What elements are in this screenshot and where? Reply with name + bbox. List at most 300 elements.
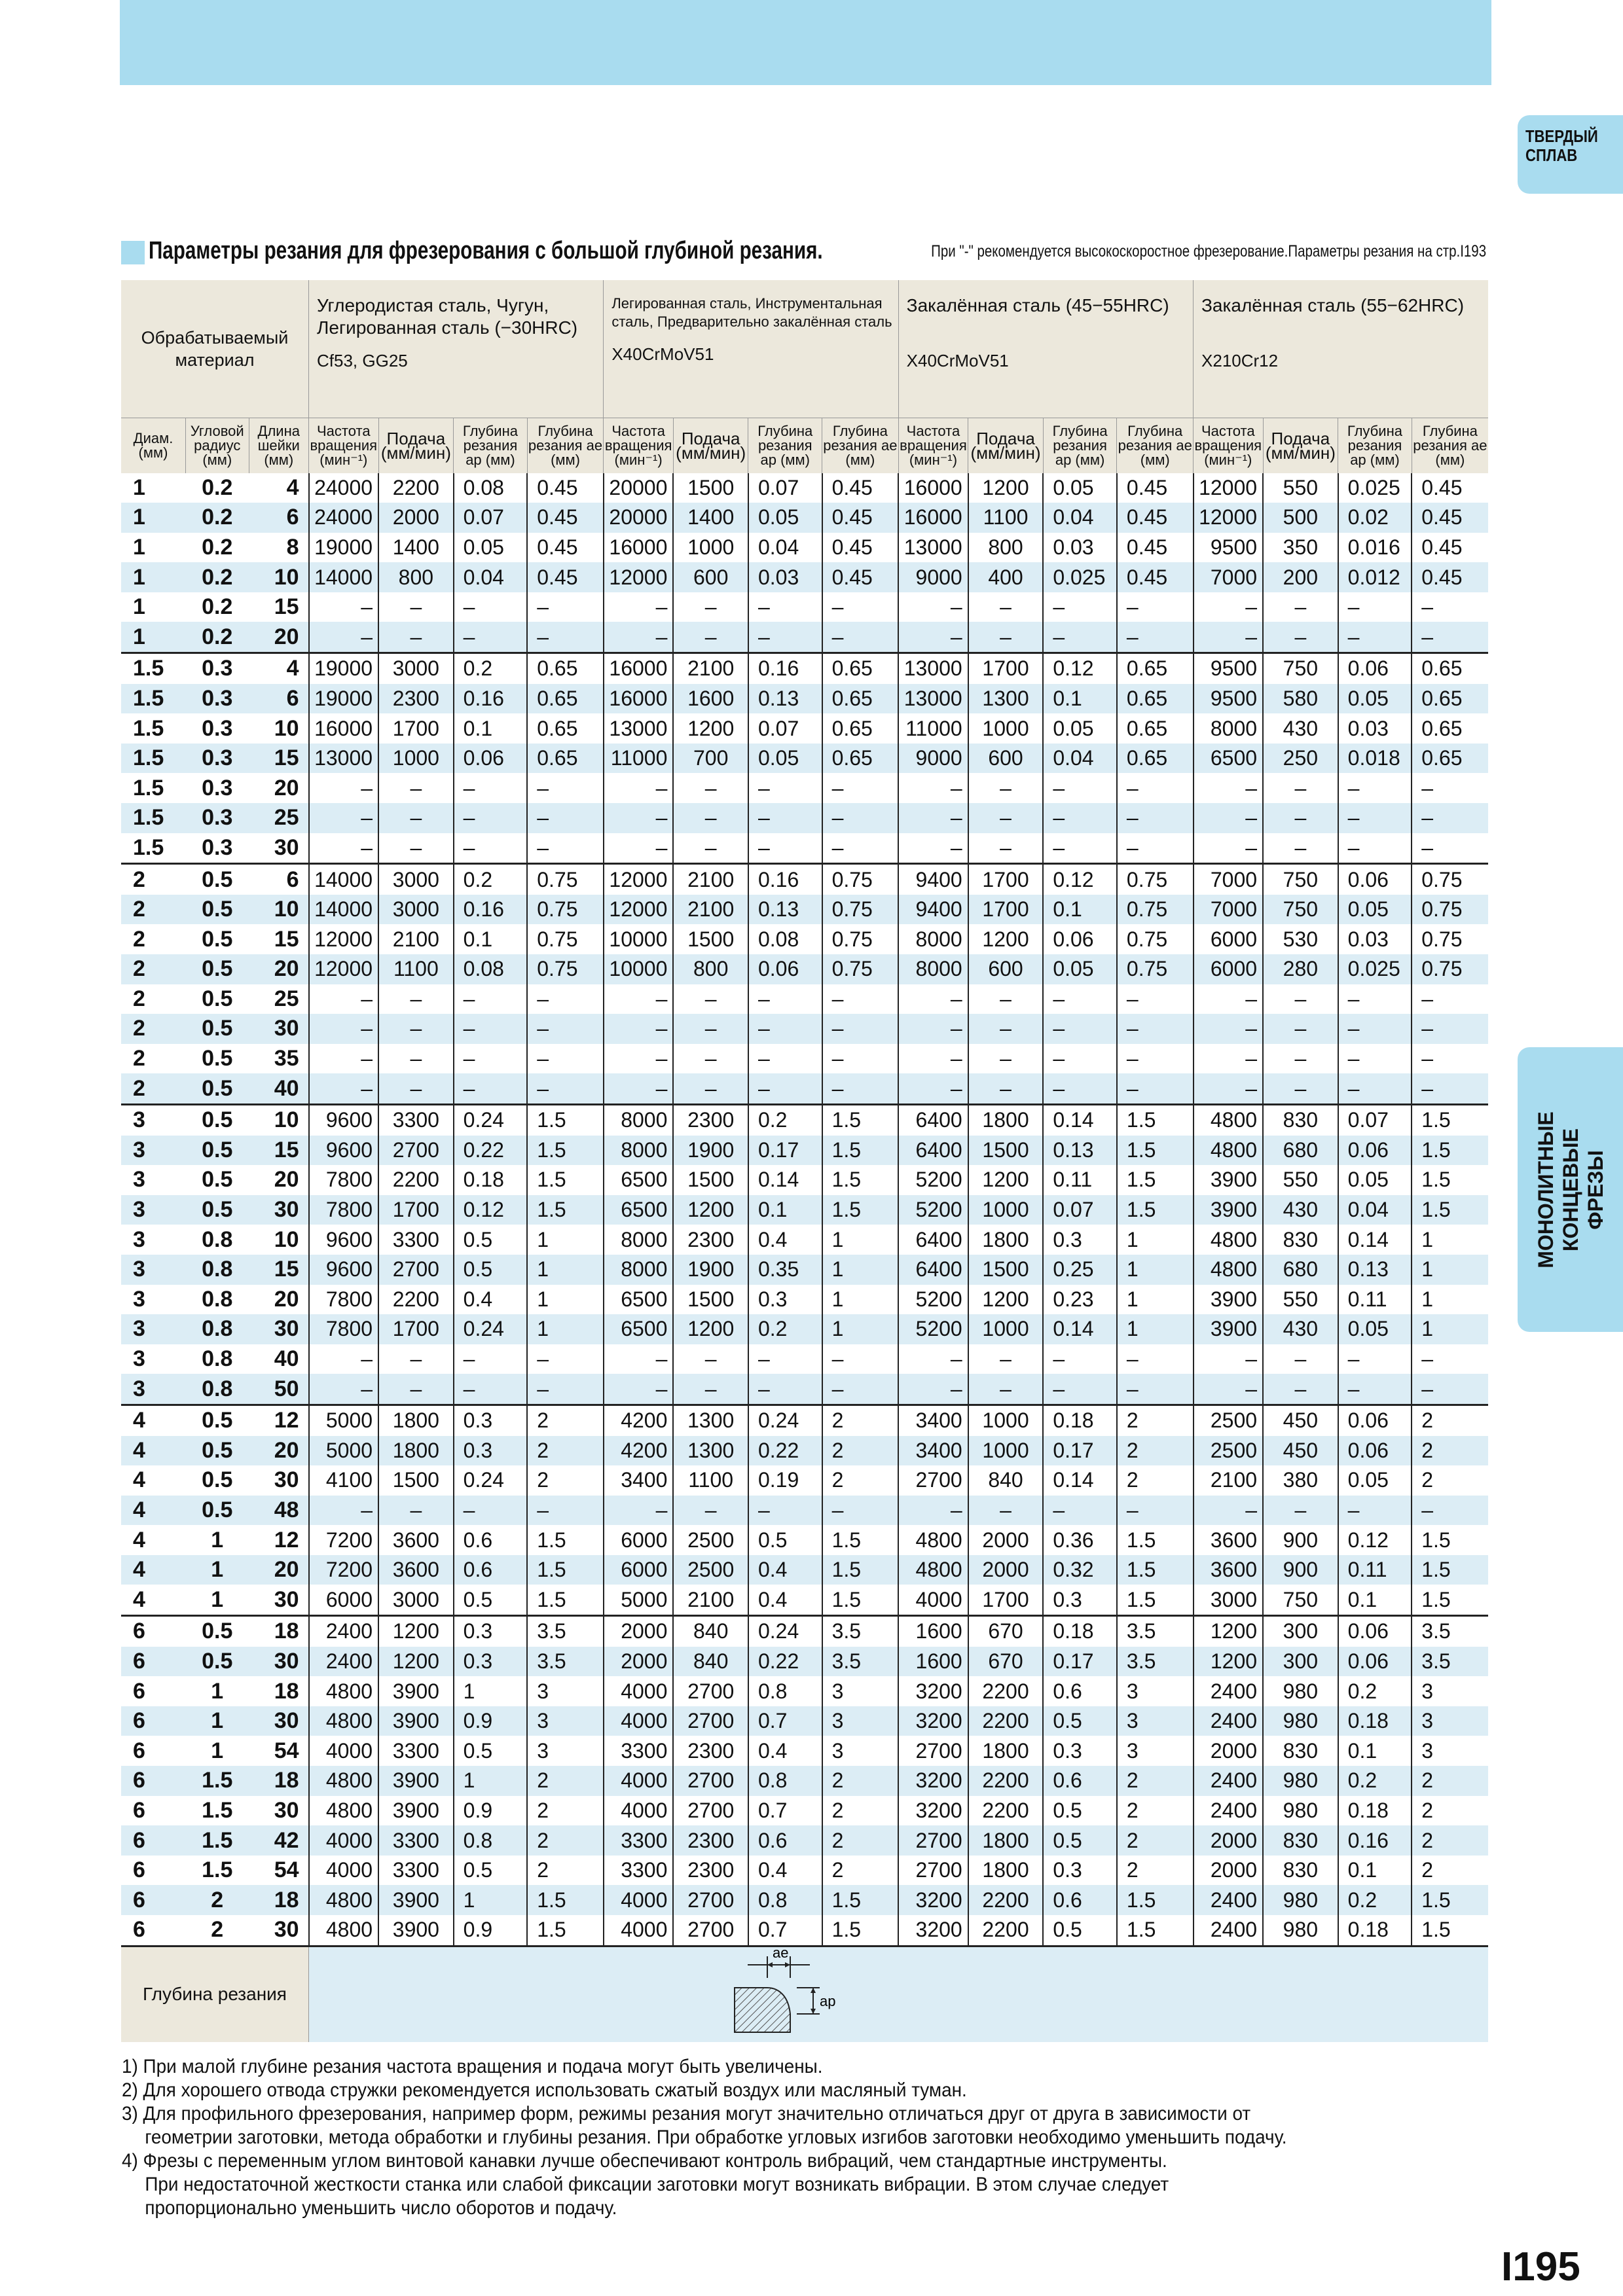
ap-cell: 0.22 xyxy=(748,1436,822,1466)
spindle-speed-cell: 9500 xyxy=(1194,533,1264,563)
neck-length-cell: 30 xyxy=(249,1585,309,1615)
ae-cell: – xyxy=(1117,803,1194,833)
table-row xyxy=(121,473,1488,503)
feed-cell: 1800 xyxy=(968,1825,1044,1856)
table-row xyxy=(121,954,1488,984)
feed-cell: – xyxy=(968,1044,1044,1074)
feed-cell: – xyxy=(378,1344,454,1374)
feed-cell: – xyxy=(968,1344,1044,1374)
param-column-header: Глубина резания ap (мм) xyxy=(1043,418,1117,473)
feed-cell: – xyxy=(968,984,1044,1014)
ap-cell: 0.4 xyxy=(748,1856,822,1886)
ap-label: ap xyxy=(820,1992,836,2009)
spindle-speed-cell: – xyxy=(309,1344,379,1374)
neck-length-cell: 54 xyxy=(274,1857,299,1883)
spindle-speed-cell: – xyxy=(898,592,968,622)
spindle-speed-cell: 13000 xyxy=(898,653,968,684)
feed-cell: 750 xyxy=(1263,653,1338,684)
ae-cell: 1.5 xyxy=(1117,1915,1194,1946)
ae-cell: 0.45 xyxy=(822,473,899,503)
ap-cell: – xyxy=(1043,1344,1117,1374)
spindle-speed-cell: 2500 xyxy=(1194,1436,1264,1466)
ae-cell: 3 xyxy=(527,1706,604,1736)
table-row xyxy=(121,1285,1488,1315)
ap-cell: 0.2 xyxy=(748,1104,822,1135)
spindle-speed-cell: 3200 xyxy=(898,1885,968,1915)
feed-cell: – xyxy=(673,773,748,803)
ae-cell: 2 xyxy=(1412,1405,1488,1435)
feed-cell: 1200 xyxy=(378,1616,454,1647)
spindle-speed-cell: 4800 xyxy=(309,1766,379,1796)
ap-cell: 0.32 xyxy=(1043,1555,1117,1585)
feed-cell: 670 xyxy=(968,1647,1044,1677)
diameter-cell: 1 xyxy=(133,594,145,620)
ap-cell: – xyxy=(748,1014,822,1044)
ae-cell: 1.5 xyxy=(527,1165,604,1195)
feed-cell: 430 xyxy=(1263,1195,1338,1225)
ap-cell: – xyxy=(748,984,822,1014)
diameter-cell: 6 xyxy=(121,1647,186,1677)
ap-cell: 0.04 xyxy=(748,533,822,563)
feed-cell: 1800 xyxy=(378,1405,454,1435)
ae-cell: 1.5 xyxy=(527,1525,604,1555)
ap-cell: – xyxy=(748,1044,822,1074)
cutting-parameters-table xyxy=(121,280,1488,2042)
spindle-speed-cell: 5000 xyxy=(604,1585,674,1615)
corner-radius-cell: 0.8 xyxy=(186,1344,249,1374)
neck-length-cell: 18 xyxy=(249,1885,309,1915)
ap-cell: 0.4 xyxy=(454,1285,528,1315)
ae-cell: 1 xyxy=(527,1255,604,1285)
ap-cell: 0.8 xyxy=(454,1825,528,1856)
feed-cell: 1800 xyxy=(968,1225,1044,1255)
feed-cell: 2200 xyxy=(378,473,454,503)
feed-cell: 3900 xyxy=(378,1766,454,1796)
feed-cell: 2200 xyxy=(378,1165,454,1195)
spindle-speed-cell: – xyxy=(1194,1344,1264,1374)
ap-cell: – xyxy=(454,1044,528,1074)
spindle-speed-cell: 9000 xyxy=(898,744,968,774)
ap-cell: 0.4 xyxy=(748,1585,822,1615)
feed-cell: 1100 xyxy=(673,1465,748,1496)
neck-length-cell: 10 xyxy=(249,1225,309,1255)
depth-of-cut-diagram xyxy=(721,1948,852,2040)
spindle-speed-cell: 2100 xyxy=(1194,1465,1264,1496)
ap-cell: 0.17 xyxy=(748,1136,822,1166)
neck-length-cell: 20 xyxy=(249,1285,309,1315)
spindle-speed-cell: 13000 xyxy=(309,744,379,774)
ae-cell: 0.75 xyxy=(1412,895,1488,925)
corner-radius-cell: 1 xyxy=(186,1706,249,1736)
feed-cell: 600 xyxy=(968,744,1044,774)
neck-length-cell: 20 xyxy=(249,1165,309,1195)
ae-cell: 0.65 xyxy=(527,713,604,744)
ap-cell: 0.3 xyxy=(454,1616,528,1647)
feed-cell: 1800 xyxy=(968,1736,1044,1766)
ae-cell: 1 xyxy=(527,1225,604,1255)
spindle-speed-cell: 4800 xyxy=(309,1676,379,1706)
ap-cell: 0.07 xyxy=(1338,1104,1412,1135)
param-column-header: Глубина резания ae (мм) xyxy=(1117,418,1194,473)
spindle-speed-cell: – xyxy=(1194,773,1264,803)
ae-cell: 0.45 xyxy=(527,533,604,563)
neck-length-cell: 40 xyxy=(249,1073,309,1104)
ae-cell: – xyxy=(822,1496,899,1526)
feed-cell: – xyxy=(1263,833,1338,864)
table-row xyxy=(121,1736,1488,1766)
param-column-header: Глубина резания ap (мм) xyxy=(454,418,528,473)
spindle-speed-cell: 4800 xyxy=(309,1915,379,1946)
feed-cell: 2700 xyxy=(673,1676,748,1706)
feed-cell: – xyxy=(673,1044,748,1074)
depth-of-cut-diagram-cell xyxy=(309,1946,1488,2042)
ae-cell: 1 xyxy=(527,1285,604,1315)
feed-cell: 1700 xyxy=(378,1314,454,1344)
spindle-speed-cell: – xyxy=(1194,1496,1264,1526)
ae-cell: 0.45 xyxy=(822,562,899,592)
tab-solid-end-mills[interactable] xyxy=(1518,1047,1623,1332)
feed-cell: 1700 xyxy=(968,1585,1044,1615)
ap-cell: 0.08 xyxy=(454,473,528,503)
feed-cell: – xyxy=(378,803,454,833)
feed-cell: 550 xyxy=(1263,473,1338,503)
feed-cell: 1800 xyxy=(968,1856,1044,1886)
ap-cell: 0.8 xyxy=(748,1766,822,1796)
spindle-speed-cell: 14000 xyxy=(309,864,379,895)
ae-cell: 2 xyxy=(1412,1796,1488,1826)
spindle-speed-cell: 3300 xyxy=(604,1736,674,1766)
corner-radius-cell: 0.8 xyxy=(186,1374,249,1405)
ae-cell: – xyxy=(527,1073,604,1104)
spindle-speed-cell: 3200 xyxy=(898,1676,968,1706)
ae-cell: 2 xyxy=(1412,1436,1488,1466)
neck-length-cell: 30 xyxy=(274,1917,299,1943)
ap-cell: 0.06 xyxy=(1043,924,1117,954)
ae-cell: 1 xyxy=(1117,1314,1194,1344)
spindle-speed-cell: 2700 xyxy=(898,1465,968,1496)
ae-cell: 3.5 xyxy=(527,1616,604,1647)
diameter-cell: 6 xyxy=(121,1616,186,1647)
param-column-header: Глубина резания ae (мм) xyxy=(527,418,604,473)
corner-radius-cell: 0.5 xyxy=(186,1136,249,1166)
ap-cell: 0.03 xyxy=(748,562,822,592)
table-row xyxy=(121,773,1488,803)
param-column-header: Частота вращения (мин⁻¹) xyxy=(898,418,968,473)
spindle-speed-cell: 13000 xyxy=(898,533,968,563)
diameter-cell: 2 xyxy=(121,984,186,1014)
ae-cell: 3.5 xyxy=(1412,1616,1488,1647)
corner-radius-cell: 0.5 xyxy=(186,1044,249,1074)
spindle-speed-cell: 8000 xyxy=(898,924,968,954)
ap-cell: 0.8 xyxy=(748,1885,822,1915)
ap-cell: 0.03 xyxy=(1338,924,1412,954)
neck-length-cell: 50 xyxy=(249,1374,309,1405)
ap-cell: 0.25 xyxy=(1043,1255,1117,1285)
feed-cell: 2100 xyxy=(673,653,748,684)
ae-cell: – xyxy=(822,1344,899,1374)
feed-cell: 2000 xyxy=(968,1525,1044,1555)
ae-cell: 1 xyxy=(1412,1314,1488,1344)
spindle-speed-cell: 7200 xyxy=(309,1525,379,1555)
diameter-cell: 2 xyxy=(121,864,186,895)
feed-cell: 350 xyxy=(1263,533,1338,563)
feed-cell: 2200 xyxy=(968,1915,1044,1946)
corner-radius-cell: 0.5 xyxy=(186,1647,249,1677)
ae-cell: – xyxy=(1117,833,1194,864)
ae-cell: 0.65 xyxy=(1412,744,1488,774)
feed-cell: 550 xyxy=(1263,1165,1338,1195)
spindle-speed-cell: 9500 xyxy=(1194,684,1264,714)
feed-cell: 3900 xyxy=(378,1676,454,1706)
diameter-cell: 3 xyxy=(121,1314,186,1344)
material-name: Закалённая сталь (45−55HRC) xyxy=(906,295,1169,315)
ae-cell: 3 xyxy=(1412,1706,1488,1736)
neck-length-cell: 30 xyxy=(274,1797,299,1823)
feed-cell: – xyxy=(378,984,454,1014)
feed-cell: 380 xyxy=(1263,1465,1338,1496)
table-row xyxy=(121,713,1488,744)
diameter-cell: 3 xyxy=(121,1255,186,1285)
spindle-speed-cell: 7200 xyxy=(309,1555,379,1585)
feed-cell: 1000 xyxy=(968,1314,1044,1344)
ae-cell: – xyxy=(1117,1014,1194,1044)
ap-cell: 0.5 xyxy=(454,1255,528,1285)
ae-cell: 0.75 xyxy=(1117,895,1194,925)
ae-cell: 1.5 xyxy=(822,1195,899,1225)
feed-cell: – xyxy=(1263,1014,1338,1044)
ae-cell: – xyxy=(1117,984,1194,1014)
feed-cell: 1700 xyxy=(968,653,1044,684)
spindle-speed-cell: – xyxy=(309,1073,379,1104)
feed-cell: 1000 xyxy=(968,1436,1044,1466)
ap-cell: – xyxy=(1043,1374,1117,1405)
ap-cell: 0.05 xyxy=(1338,1465,1412,1496)
ae-cell: – xyxy=(1117,1374,1194,1405)
ap-cell: 0.4 xyxy=(748,1555,822,1585)
param-column-header: Подача (мм/мин) xyxy=(673,418,748,473)
feed-cell: 2700 xyxy=(378,1255,454,1285)
ae-cell: 2 xyxy=(527,1465,604,1496)
table-row xyxy=(121,1796,1488,1826)
ae-cell: 3 xyxy=(1412,1676,1488,1706)
ap-cell: – xyxy=(1338,833,1412,864)
feed-cell: 2300 xyxy=(673,1736,748,1766)
neck-length-cell: 20 xyxy=(274,775,299,800)
spindle-speed-cell: – xyxy=(1194,984,1264,1014)
ap-cell: – xyxy=(454,592,528,622)
corner-radius-cell: 0.8 xyxy=(186,1285,249,1315)
table-row xyxy=(121,1766,1488,1796)
table-row xyxy=(121,1165,1488,1195)
feed-cell: 200 xyxy=(1263,562,1338,592)
ap-cell: 0.06 xyxy=(1338,1436,1412,1466)
ae-cell: – xyxy=(527,803,604,833)
feed-cell: 1900 xyxy=(673,1136,748,1166)
ae-cell: 0.45 xyxy=(1117,533,1194,563)
material-name: Легированная сталь, Инструментальная сталь, Предварительно закалённая сталь xyxy=(611,295,892,330)
feed-cell: 580 xyxy=(1263,684,1338,714)
corner-radius-cell: 0.8 xyxy=(186,1314,249,1344)
ae-cell: 0.75 xyxy=(1412,954,1488,984)
feed-cell: – xyxy=(968,1073,1044,1104)
tab-solid-end-mills-label: МОНОЛИТНЫЕ КОНЦЕВЫЕ ФРЕЗЫ xyxy=(1533,1111,1607,1268)
ae-cell: 1.5 xyxy=(822,1525,899,1555)
spindle-speed-cell: 6400 xyxy=(898,1255,968,1285)
ae-cell: 3 xyxy=(822,1706,899,1736)
key-column-header: Угловой радиус (мм) xyxy=(186,418,249,473)
ae-cell: 0.65 xyxy=(822,713,899,744)
spindle-speed-cell: 9400 xyxy=(898,864,968,895)
feed-cell: 980 xyxy=(1263,1706,1338,1736)
ae-cell: – xyxy=(1117,622,1194,653)
ae-cell: 0.65 xyxy=(1117,713,1194,744)
spindle-speed-cell: 2400 xyxy=(1194,1676,1264,1706)
feed-cell: 1900 xyxy=(673,1255,748,1285)
spindle-speed-cell: – xyxy=(898,1374,968,1405)
diameter-cell: 4 xyxy=(121,1585,186,1615)
feed-cell: 900 xyxy=(1263,1525,1338,1555)
corner-radius-cell: 0.3 xyxy=(202,834,233,860)
diameter-cell: 1.5 xyxy=(133,834,164,860)
feed-cell: 3300 xyxy=(378,1856,454,1886)
feed-cell: 2700 xyxy=(673,1915,748,1946)
feed-cell: 2300 xyxy=(673,1825,748,1856)
ae-cell: 2 xyxy=(527,1796,604,1826)
ap-cell: 0.16 xyxy=(748,864,822,895)
feed-cell: 1400 xyxy=(378,533,454,563)
feed-cell: 670 xyxy=(968,1616,1044,1647)
ae-cell: 0.65 xyxy=(1412,653,1488,684)
spindle-speed-cell: – xyxy=(1194,592,1264,622)
spindle-speed-cell: – xyxy=(604,592,674,622)
feed-cell: 2200 xyxy=(968,1796,1044,1826)
spindle-speed-cell: – xyxy=(898,1044,968,1074)
spindle-speed-cell: – xyxy=(309,592,379,622)
spindle-speed-cell: 6000 xyxy=(1194,954,1264,984)
spindle-speed-cell: 2400 xyxy=(1194,1885,1264,1915)
diameter-cell: 6 xyxy=(133,1678,145,1704)
diameter-cell: 3 xyxy=(121,1344,186,1374)
tab-carbide[interactable] xyxy=(1518,115,1623,194)
ae-cell: 1 xyxy=(822,1314,899,1344)
ap-cell: 0.03 xyxy=(1338,713,1412,744)
corner-radius-cell: 0.3 xyxy=(202,775,233,800)
ap-cell: 0.3 xyxy=(454,1436,528,1466)
feed-cell: – xyxy=(673,1073,748,1104)
feed-cell: 980 xyxy=(1263,1915,1338,1946)
ae-cell: 1 xyxy=(822,1285,899,1315)
feed-cell: 600 xyxy=(968,954,1044,984)
ap-cell: – xyxy=(1043,1014,1117,1044)
ap-cell: – xyxy=(1338,1014,1412,1044)
corner-radius-cell: 0.2 xyxy=(202,594,233,620)
neck-length-cell: 10 xyxy=(249,895,309,925)
spindle-speed-cell: 12000 xyxy=(604,562,674,592)
ae-cell: – xyxy=(1412,833,1488,864)
ap-cell: 0.17 xyxy=(1043,1436,1117,1466)
spindle-speed-cell: 3900 xyxy=(1194,1195,1264,1225)
ae-cell: 0.65 xyxy=(1412,713,1488,744)
ap-cell: 0.05 xyxy=(1338,684,1412,714)
ap-cell: – xyxy=(454,773,528,803)
spindle-speed-cell: 4800 xyxy=(1194,1255,1264,1285)
ap-cell: 0.3 xyxy=(1043,1225,1117,1255)
ap-cell: – xyxy=(748,773,822,803)
ae-cell: – xyxy=(527,773,604,803)
ae-cell: 0.45 xyxy=(1117,562,1194,592)
ae-cell: – xyxy=(527,1044,604,1074)
ap-cell: – xyxy=(454,1374,528,1405)
footnote: 3) Для профильного фрезерования, например форм, режимы резания могут значительно отличаться друг от друга в зависимости от xyxy=(122,2103,1251,2125)
feed-cell: – xyxy=(378,1496,454,1526)
corner-radius-cell: 0.8 xyxy=(186,1225,249,1255)
ap-cell: – xyxy=(1338,1044,1412,1074)
ap-cell: 0.06 xyxy=(1338,1647,1412,1677)
feed-cell: 3000 xyxy=(378,653,454,684)
ap-cell: – xyxy=(1043,833,1117,864)
ae-cell: 0.65 xyxy=(1117,744,1194,774)
ap-cell: 0.04 xyxy=(1043,503,1117,533)
feed-cell: – xyxy=(673,1496,748,1526)
spindle-speed-cell: 11000 xyxy=(604,744,674,774)
spindle-speed-cell: – xyxy=(898,622,968,653)
corner-radius-cell: 0.5 xyxy=(186,1496,249,1526)
feed-cell: 3600 xyxy=(378,1555,454,1585)
spindle-speed-cell: 3400 xyxy=(898,1405,968,1435)
spindle-speed-cell: – xyxy=(604,1344,674,1374)
ae-cell: – xyxy=(822,984,899,1014)
spindle-speed-cell: – xyxy=(1194,1374,1264,1405)
neck-length-cell: 25 xyxy=(249,984,309,1014)
spindle-speed-cell: 1600 xyxy=(898,1616,968,1647)
param-column-header: Глубина резания ae (мм) xyxy=(822,418,899,473)
ap-cell: – xyxy=(748,803,822,833)
spindle-speed-cell: 6000 xyxy=(604,1525,674,1555)
spindle-speed-cell: 7800 xyxy=(309,1285,379,1315)
footnote: 4) Фрезы с переменным углом винтовой канавки лучше обеспечивают контроль вибраций, чем стандартные инструменты. xyxy=(122,2150,1167,2172)
ap-cell: 0.07 xyxy=(454,503,528,533)
ap-cell: 0.05 xyxy=(454,533,528,563)
ae-cell: – xyxy=(1412,1496,1488,1526)
spindle-speed-cell: 2400 xyxy=(1194,1915,1264,1946)
ap-cell: 0.5 xyxy=(454,1585,528,1615)
ap-cell: 0.22 xyxy=(454,1136,528,1166)
corner-radius-cell: 1.5 xyxy=(186,1766,249,1796)
ap-cell: – xyxy=(1338,1374,1412,1405)
spindle-speed-cell: 3000 xyxy=(1194,1585,1264,1615)
page-number: I195 xyxy=(1501,2244,1580,2289)
ap-cell: 0.19 xyxy=(748,1465,822,1496)
corner-radius-cell: 0.2 xyxy=(202,475,233,500)
table-row xyxy=(121,1856,1488,1886)
corner-radius-cell: 0.3 xyxy=(186,653,249,684)
spindle-speed-cell: 6400 xyxy=(898,1104,968,1135)
corner-radius-cell: 0.5 xyxy=(186,1104,249,1135)
spindle-speed-cell: – xyxy=(604,1044,674,1074)
feed-cell: – xyxy=(1263,773,1338,803)
footnote-continued: При недостаточной жесткости станка или слабой фиксации заготовки могут возникать вибрации. В этом случае следует xyxy=(145,2174,1169,2195)
spindle-speed-cell: 4000 xyxy=(309,1825,379,1856)
ae-cell: 1.5 xyxy=(527,1585,604,1615)
ap-cell: 0.5 xyxy=(454,1225,528,1255)
column-header-row xyxy=(121,418,1488,473)
ap-cell: – xyxy=(748,1344,822,1374)
spindle-speed-cell: 3200 xyxy=(898,1796,968,1826)
table-row xyxy=(121,1255,1488,1285)
feed-cell: 600 xyxy=(673,562,748,592)
ae-cell: – xyxy=(1117,1496,1194,1526)
spindle-speed-cell: 6400 xyxy=(898,1225,968,1255)
